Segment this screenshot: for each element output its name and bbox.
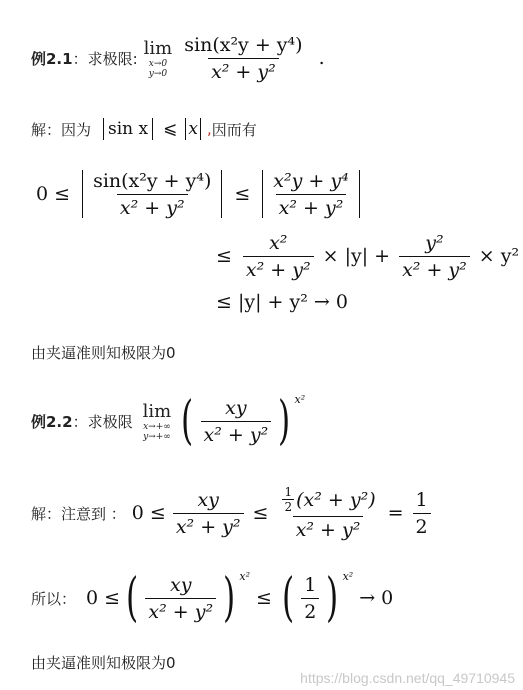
result-den: 2 xyxy=(413,513,431,538)
chain2-times-a: × |y| + xyxy=(322,245,391,267)
half-fraction xyxy=(282,485,294,514)
example-2-1-heading xyxy=(31,28,325,88)
solution-2-den-1: x² + y² xyxy=(173,513,244,538)
solution-prefix: 解：因为 xyxy=(31,120,92,139)
solution-3-exponent-2: x² xyxy=(342,569,354,583)
example-2-prompt: 求极限 xyxy=(87,412,133,431)
fraction-2-denominator: x² + y² xyxy=(201,421,272,446)
lim-sub-y-2: y→+∞ xyxy=(143,431,171,442)
fraction-2-numerator: xy xyxy=(225,396,247,419)
solution-3-num: xy xyxy=(169,573,192,596)
paren-left: ( xyxy=(181,391,194,451)
chain-fraction-2 xyxy=(270,170,351,219)
solution-2-fraction-1 xyxy=(173,489,244,538)
chain3-expression: ≤ |y| + y² → 0 xyxy=(216,291,348,313)
chain2-denominator-b: x² + y² xyxy=(399,256,470,281)
chain-mid-leq: ≤ xyxy=(234,183,251,205)
chain-abs-left xyxy=(82,170,83,218)
limit-fraction xyxy=(181,34,305,83)
abs-x-bar-right xyxy=(200,118,201,140)
solution-3-leq: ≤ xyxy=(255,587,272,609)
solution-3-half-num: 1 xyxy=(304,573,317,596)
chain-denominator-1: x² + y² xyxy=(117,194,188,219)
conclusion-1 xyxy=(31,340,176,364)
half-den: 2 xyxy=(284,500,293,514)
solution-3-den: x² + y² xyxy=(145,598,216,623)
example-prompt: 求极限: xyxy=(87,49,138,68)
fraction-numerator: sin(x²y + y⁴) xyxy=(184,33,303,56)
paren-right: ) xyxy=(278,391,291,451)
solution-3-left: 0 ≤ xyxy=(86,587,121,609)
solution-2-den-2: x² + y² xyxy=(293,516,364,541)
chain-abs2-right xyxy=(359,170,360,218)
abs-sin-expr: sin x xyxy=(108,119,149,139)
watermark: https://blog.csdn.net/qq_49710945 xyxy=(300,670,515,686)
lim-sub-y: y→0 xyxy=(148,68,168,79)
example-label: 例2.1 xyxy=(31,49,73,68)
chain2-numerator-b: y² xyxy=(425,231,444,254)
conclusion-2-text: 由夹逼准则知极限为0 xyxy=(31,653,176,672)
conclusion-2 xyxy=(31,650,176,674)
chain-abs-right xyxy=(221,170,222,218)
abs-bar-left xyxy=(103,118,104,140)
chain2-fraction-b xyxy=(399,232,470,281)
solution-2-num-tail: (x² + y²) xyxy=(296,488,376,511)
paren-left-3: ( xyxy=(126,568,139,628)
chain-fraction-1 xyxy=(90,170,214,219)
chain2-numerator-a: x² xyxy=(269,231,288,254)
solution-3-fraction xyxy=(145,574,216,623)
abs-bar-right xyxy=(152,118,153,140)
chain-line-3 xyxy=(216,288,348,316)
lim-sub-x: x→0 xyxy=(148,58,168,69)
abs-x: x xyxy=(188,119,198,139)
solution-suffix: 因而有 xyxy=(211,120,257,139)
example-2-label: 例2.2 xyxy=(31,412,73,431)
power-exponent: x² xyxy=(294,392,306,406)
paren-left-half: ( xyxy=(281,568,295,628)
example-2-colon: ： xyxy=(72,412,88,431)
example-2-2-heading xyxy=(31,390,305,452)
result-num: 1 xyxy=(415,488,428,511)
solution-2-left: 0 ≤ xyxy=(131,502,166,524)
solution-2-fraction-2 xyxy=(277,485,378,541)
heading-period: . xyxy=(318,47,325,69)
lim-word-2: lim xyxy=(142,400,172,422)
chain-abs2-left xyxy=(262,170,263,218)
chain-line-2 xyxy=(216,228,519,284)
chain-denominator-2: x² + y² xyxy=(276,194,347,219)
paren-right-half: ) xyxy=(326,568,339,628)
solution-1-intro xyxy=(31,116,257,142)
chain-numerator-2: x²y + y⁴ xyxy=(273,169,349,192)
chain-left: 0 ≤ xyxy=(36,183,71,205)
chain2-fraction-a xyxy=(243,232,314,281)
paren-right-3: ) xyxy=(223,568,236,628)
chain2-denominator-a: x² + y² xyxy=(243,256,314,281)
solution-2-leq: ≤ xyxy=(252,502,269,524)
solution-3 xyxy=(31,566,393,630)
leq-symbol: ⩽ xyxy=(163,119,178,139)
fraction-denominator: x² + y² xyxy=(208,58,279,83)
abs-x-bar-left xyxy=(185,118,186,140)
solution-3-half xyxy=(301,574,319,623)
lim-word: lim xyxy=(143,37,173,59)
half-num: 1 xyxy=(284,485,293,499)
solution-comma: , xyxy=(206,120,212,138)
chain-line-1 xyxy=(36,165,364,223)
conclusion-1-text: 由夹逼准则知极限为0 xyxy=(31,343,176,362)
solution-2-num-1: xy xyxy=(197,488,219,511)
solution-3-prefix: 所以： xyxy=(31,589,77,608)
solution-2-eq: = xyxy=(387,502,404,524)
chain-numerator-1: sin(x²y + y⁴) xyxy=(93,169,212,192)
lim-sub-x-2: x→+∞ xyxy=(143,421,171,432)
limit-operator xyxy=(144,38,173,79)
solution-2-prefix: 解：注意到 ： xyxy=(31,504,126,523)
solution-2-result xyxy=(413,489,431,538)
chain2-leq: ≤ xyxy=(216,245,232,267)
limit-operator-2 xyxy=(143,401,172,442)
solution-2 xyxy=(31,482,434,544)
example-colon: ： xyxy=(72,49,88,68)
solution-3-half-den: 2 xyxy=(301,598,319,623)
solution-3-exponent: x² xyxy=(239,569,250,583)
solution-2-num-2 xyxy=(277,485,378,516)
chain2-times-b: × y² xyxy=(478,245,520,267)
solution-3-tail: → 0 xyxy=(359,587,394,609)
limit-fraction-2 xyxy=(201,397,272,446)
